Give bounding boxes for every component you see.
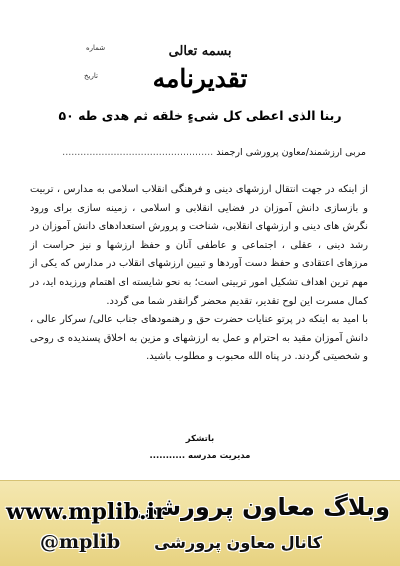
addressee-label: مربی ارزشمند/معاون پرورشی ارجمند: [216, 147, 366, 158]
addressee-line: [26, 147, 366, 158]
date-label: تاریخ: [84, 72, 98, 80]
school-management-label: مدیریت مدرسه: [188, 451, 251, 461]
site-url: www.mplib.ir: [6, 499, 167, 525]
number-label: شماره: [86, 44, 106, 52]
certificate-body: [30, 181, 368, 367]
page-title: تقدیرنامه: [152, 64, 248, 93]
thanks-line: باتشکر: [185, 434, 215, 444]
school-signature: [0, 451, 400, 461]
watermark-footer: [0, 480, 400, 566]
channel-title: کانال معاون پرورشی: [154, 533, 322, 552]
addressee-blank: ..................................................: [62, 147, 214, 158]
quran-verse: ربنا الذی اعطی کل شیءٍ خلقه ثم هدی طه ۵۰: [58, 108, 342, 123]
body-paragraph-1: از اینکه در جهت انتقال ارزشهای دینی و فرهنگی انقلاب اسلامی به مدارس ، تربیت و بازسازی دانش آموزان در فضایی انقلابی و اسلامی ، زمینه سازی برای ورود نگرش های دینی و ارزشهای انقلابی، شناخت و پرورش استعدادهای دانش آموزان در رشد دینی ، عقلی ، اجتماعی و عاطفی آنان و حفظ ارزشها و نیز حراست از مرزهای اعتقادی و حفظ دست آوردها و تبیین ارزشهای انقلاب در مدارس که یکی از مهم ترین اهداف تشکیل امور تربیتی است؛ به نحو شایسته ای اهتمام ورزیده اید، در کمال مسرت این لوح تقدیر، تقدیم محضر گرانقدر شما می گردد.: [30, 184, 368, 307]
body-paragraph-2: با امید به اینکه در پرتو عنایات حضرت حق و رهنمودهای جناب عالی/ سرکار عالی ، دانش آموزان مقید به احترام و عمل به ارزشهای و مزین به اخلاق پسندیده ی روحی و شخصیتی گردند. در پناه الله محبوب و مطلوب باشید.: [30, 314, 368, 363]
school-blank: ...........: [149, 451, 186, 461]
blog-title: وبلاگ معاون پرورشی: [133, 493, 390, 521]
basmala: بسمه تعالی: [168, 44, 232, 59]
channel-handle: @mplib: [40, 531, 121, 553]
